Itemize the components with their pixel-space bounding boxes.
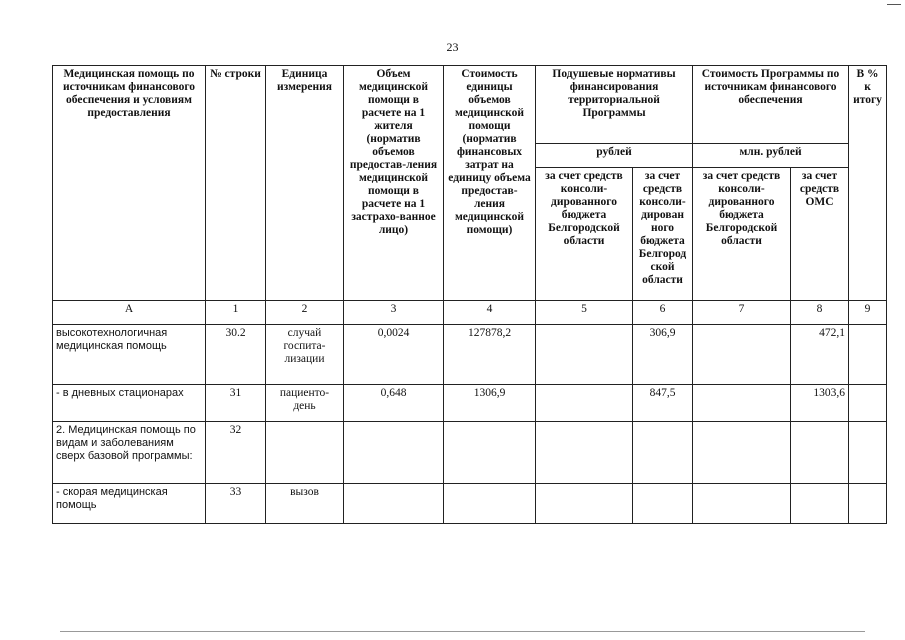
index-row <box>53 301 887 325</box>
index-cell: А <box>53 301 206 325</box>
footer-rule <box>60 631 865 632</box>
header-care-type: Медицинская помощь по источникам финансового обеспечения и условиям предоставления <box>53 66 206 301</box>
row-care-type: 2. Медицинская помощь по видам и заболеваниям сверх базовой программы: <box>53 422 206 484</box>
row-col-7 <box>693 484 791 524</box>
index-cell: 1 <box>206 301 266 325</box>
row-number: 32 <box>206 422 266 484</box>
row-col-8 <box>791 484 849 524</box>
row-col-9 <box>849 325 887 385</box>
row-col-7 <box>693 422 791 484</box>
header-col-5: за счет средств консоли-дированного бюджета Белгородской области <box>536 168 633 301</box>
row-unit <box>266 422 344 484</box>
row-col-5 <box>536 422 633 484</box>
index-cell: 5 <box>536 301 633 325</box>
row-col-8: 1303,6 <box>791 385 849 422</box>
header-percent-of-total: В % к итогу <box>849 66 887 301</box>
row-col-9 <box>849 484 887 524</box>
row-col-7 <box>693 385 791 422</box>
row-volume <box>344 422 444 484</box>
row-col-9 <box>849 422 887 484</box>
row-volume: 0,648 <box>344 385 444 422</box>
index-cell: 7 <box>693 301 791 325</box>
header-unit: Единица измерения <box>266 66 344 301</box>
row-col-8 <box>791 422 849 484</box>
row-col-9 <box>849 385 887 422</box>
row-col-6 <box>633 484 693 524</box>
row-care-type: - в дневных стационарах <box>53 385 206 422</box>
row-col-5 <box>536 385 633 422</box>
row-unit-cost <box>444 422 536 484</box>
row-col-7 <box>693 325 791 385</box>
row-col-5 <box>536 325 633 385</box>
table-row <box>53 484 887 524</box>
header-unit-rubles: рублей <box>536 144 693 168</box>
header-unit-mln-rubles: млн. рублей <box>693 144 849 168</box>
corner-mark <box>887 4 901 5</box>
row-care-type: - скорая медицинская помощь <box>53 484 206 524</box>
row-care-type: высокотехнологичная медицинская помощь <box>53 325 206 385</box>
table-row <box>53 325 887 385</box>
index-cell: 8 <box>791 301 849 325</box>
header-volume: Объем медицинской помощи в расчете на 1 жителя (норматив объемов предостав-ления медицинской помощи в расчете на 1 застрахо-ванное лицо) <box>344 66 444 301</box>
header-program-cost: Стоимость Программы по источникам финансового обеспечения <box>693 66 849 144</box>
row-number: 30.2 <box>206 325 266 385</box>
row-col-5 <box>536 484 633 524</box>
index-cell: 6 <box>633 301 693 325</box>
table-row <box>53 385 887 422</box>
row-unit-cost: 127878,2 <box>444 325 536 385</box>
header-col-6: за счет средств консоли-дирован ного бюджета Белгород ской области <box>633 168 693 301</box>
header-col-8: за счет средств ОМС <box>791 168 849 301</box>
row-unit-cost <box>444 484 536 524</box>
index-cell: 2 <box>266 301 344 325</box>
row-volume <box>344 484 444 524</box>
page-number: 23 <box>446 40 459 54</box>
row-col-6 <box>633 422 693 484</box>
program-cost-table <box>52 65 887 524</box>
row-number: 33 <box>206 484 266 524</box>
row-unit: вызов <box>266 484 344 524</box>
row-number: 31 <box>206 385 266 422</box>
header-row-number: № строки <box>206 66 266 301</box>
index-cell: 3 <box>344 301 444 325</box>
row-col-6: 847,5 <box>633 385 693 422</box>
header-unit-cost: Стоимость единицы объемов медицинской помощи (норматив финансовых затрат на единицу объема предостав-ления медицинской помощи) <box>444 66 536 301</box>
header-col-7: за счет средств консоли-дированного бюджета Белгородской области <box>693 168 791 301</box>
index-cell: 9 <box>849 301 887 325</box>
row-volume: 0,0024 <box>344 325 444 385</box>
row-unit-cost: 1306,9 <box>444 385 536 422</box>
row-col-8: 472,1 <box>791 325 849 385</box>
row-unit: случай госпита-лизации <box>266 325 344 385</box>
table-row <box>53 422 887 484</box>
index-cell: 4 <box>444 301 536 325</box>
header-per-capita-norms: Подушевые нормативы финансирования территориальной Программы <box>536 66 693 144</box>
row-col-6: 306,9 <box>633 325 693 385</box>
row-unit: пациенто-день <box>266 385 344 422</box>
